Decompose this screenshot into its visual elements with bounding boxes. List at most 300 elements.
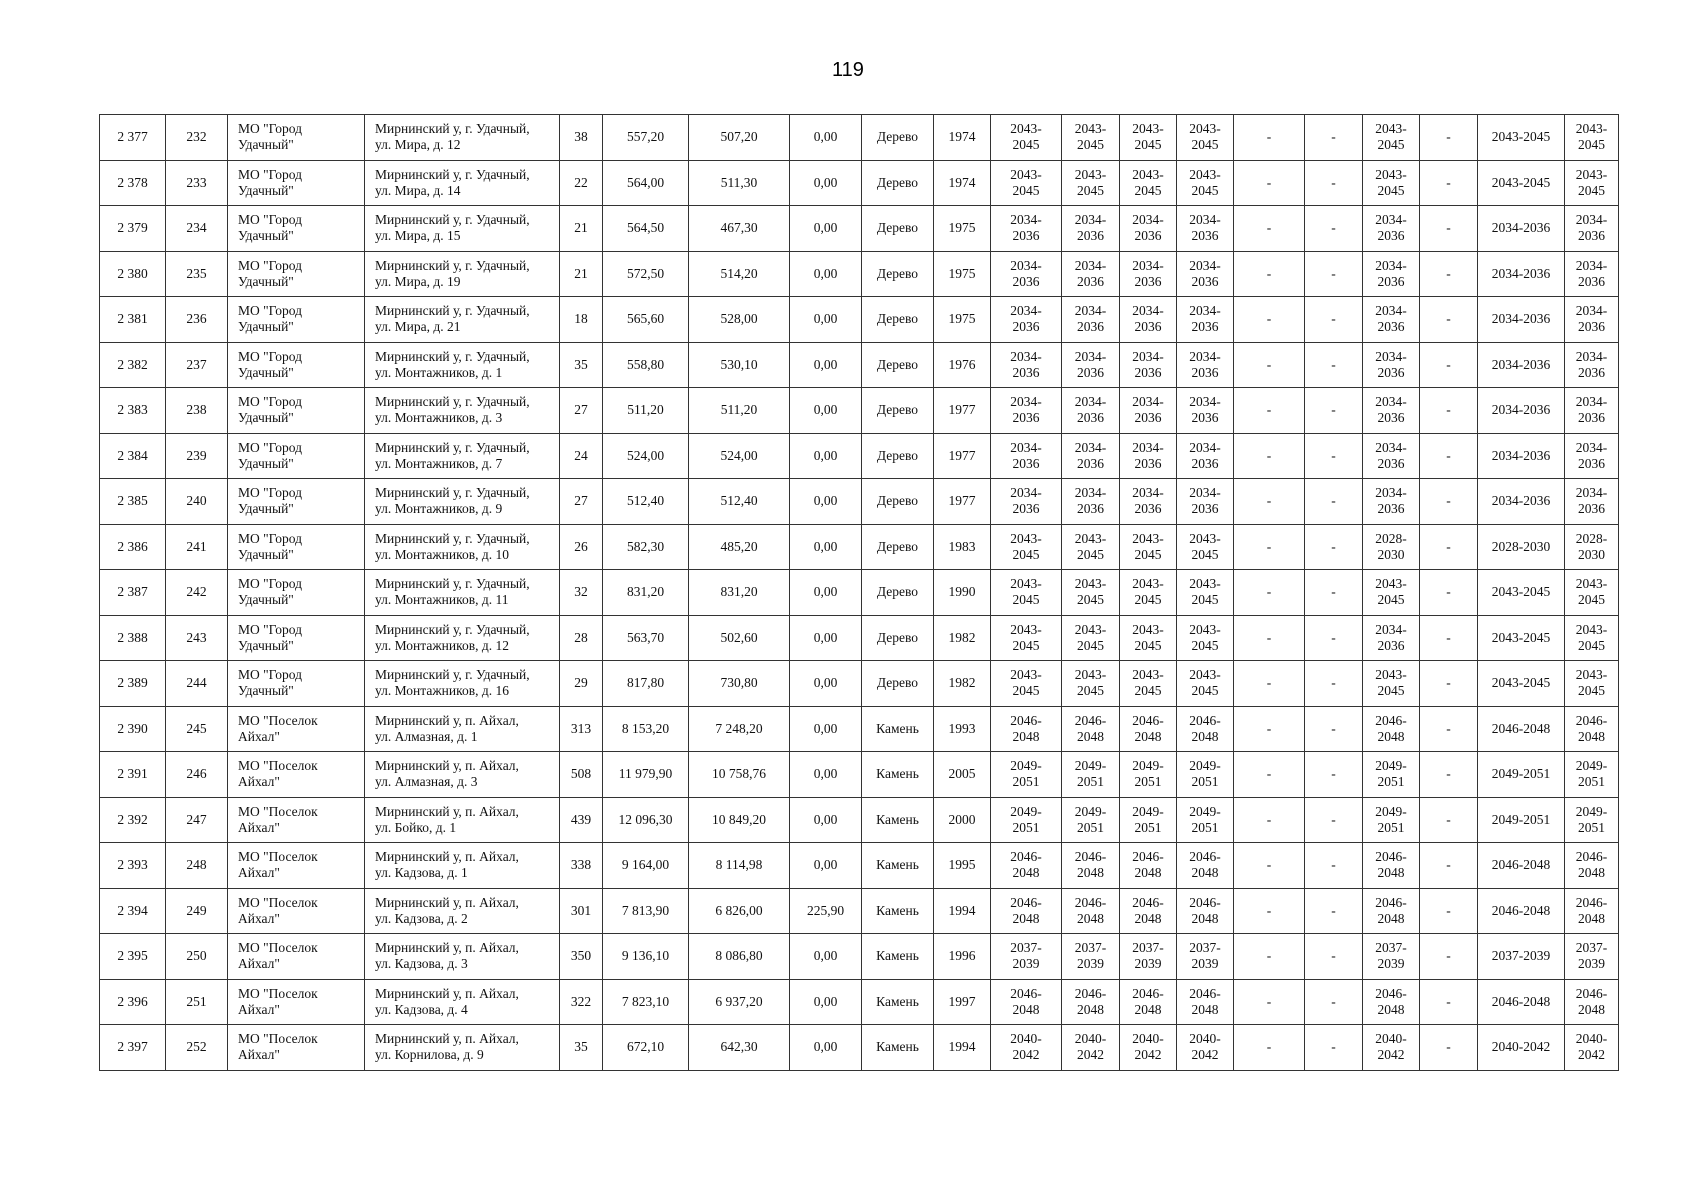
wall-material-cell: Дерево: [862, 206, 934, 252]
table-row: [100, 160, 1619, 206]
period-cell: [1062, 1025, 1120, 1071]
cell-line: 2039: [1077, 956, 1104, 972]
residential-area-cell: 6 937,20: [689, 979, 790, 1025]
dash-cell: -: [1420, 706, 1478, 752]
cell-line: 2040-: [1189, 1031, 1221, 1047]
cell-line: 2036: [1191, 228, 1219, 244]
period-cell: [1363, 251, 1420, 297]
period-cell: [1120, 661, 1177, 707]
cell-line: 2043-: [1575, 621, 1608, 637]
cell-line: 2036: [1191, 501, 1219, 517]
cell-line: 2039: [1377, 956, 1405, 972]
cell-line: Мирнинский у, п. Айхал,: [375, 803, 519, 819]
cell-line: Удачный": [238, 228, 294, 244]
cell-line: 2048: [1578, 910, 1605, 926]
build-year-cell: 1983: [934, 524, 991, 570]
build-year-cell: 1994: [934, 888, 991, 934]
residents-cell: 27: [560, 388, 603, 434]
cell-line: 2034-: [1132, 257, 1164, 273]
table-row: [100, 115, 1619, 161]
cell-line: ул. Монтажников, д. 3: [375, 410, 503, 426]
address-cell: [365, 433, 560, 479]
cell-line: ул. Монтажников, д. 9: [375, 501, 503, 517]
address-cell: [365, 206, 560, 252]
address-cell: [365, 479, 560, 525]
period-cell: [1363, 206, 1420, 252]
cell-line: 2036: [1012, 228, 1040, 244]
cell-line: 2048: [1077, 910, 1104, 926]
cell-line: МО "Город: [238, 621, 302, 637]
cell-line: 2049-: [1132, 758, 1164, 774]
cell-line: 2043-: [1375, 576, 1407, 592]
cell-line: 2043-: [1074, 121, 1107, 137]
wall-material-cell: Дерево: [862, 661, 934, 707]
municipality-cell: [228, 661, 365, 707]
cell-line: 2048: [1134, 910, 1162, 926]
municipality-cell: [228, 388, 365, 434]
period-cell: [1363, 115, 1420, 161]
cell-line: Удачный": [238, 546, 294, 562]
dash-cell: -: [1234, 342, 1305, 388]
cell-line: 2034-: [1575, 439, 1608, 455]
cell-line: 2046-: [1010, 985, 1042, 1001]
cell-line: 2036: [1077, 319, 1104, 335]
nonresidential-area-cell: 0,00: [790, 843, 862, 889]
period-cell: [1565, 115, 1619, 161]
cell-line: МО "Город: [238, 348, 302, 364]
dash-cell: -: [1420, 433, 1478, 479]
period-cell: [1177, 706, 1234, 752]
period-cell: [1120, 797, 1177, 843]
cell-line: 2048: [1578, 865, 1605, 881]
cell-line: 2049-: [1375, 758, 1407, 774]
cell-line: 2046-: [1010, 894, 1042, 910]
dash-cell: -: [1420, 297, 1478, 343]
total-area-cell: 12 096,30: [603, 797, 689, 843]
period-cell: [991, 570, 1062, 616]
sub-number-cell: 243: [166, 615, 228, 661]
period-cell: [1177, 524, 1234, 570]
table-row: [100, 843, 1619, 889]
cell-line: 2045: [1191, 546, 1219, 562]
cell-line: 2034-: [1010, 303, 1042, 319]
period-cell: [1120, 433, 1177, 479]
dash-cell: -: [1234, 433, 1305, 479]
cell-line: 2045: [1012, 637, 1040, 653]
cell-line: 2048: [1012, 1001, 1040, 1017]
sub-number-cell: 234: [166, 206, 228, 252]
cell-line: 2043-: [1189, 621, 1221, 637]
cell-line: МО "Город: [238, 576, 302, 592]
cell-line: ул. Мира, д. 21: [375, 319, 461, 335]
period-range-cell: 2043-2045: [1478, 570, 1565, 616]
sub-number-cell: 250: [166, 934, 228, 980]
cell-line: 2043-: [1375, 166, 1407, 182]
cell-line: Мирнинский у, г. Удачный,: [375, 621, 530, 637]
sub-number-cell: 248: [166, 843, 228, 889]
period-cell: [1363, 1025, 1420, 1071]
residential-area-cell: 530,10: [689, 342, 790, 388]
cell-line: 2046-: [1132, 712, 1164, 728]
cell-line: 2046-: [1132, 849, 1164, 865]
nonresidential-area-cell: 0,00: [790, 206, 862, 252]
cell-line: 2045: [1377, 137, 1405, 153]
period-cell: [1177, 388, 1234, 434]
housing-register-table: [99, 114, 1619, 1071]
dash-cell: -: [1305, 797, 1363, 843]
nonresidential-area-cell: 0,00: [790, 797, 862, 843]
cell-line: МО "Поселок: [238, 803, 318, 819]
cell-line: 2034-: [1132, 485, 1164, 501]
dash-cell: -: [1420, 570, 1478, 616]
record-number-cell: 2 377: [100, 115, 166, 161]
cell-line: МО "Город: [238, 166, 302, 182]
cell-line: 2036: [1134, 319, 1162, 335]
cell-line: 2051: [1012, 819, 1040, 835]
period-cell: [1120, 160, 1177, 206]
cell-line: 2049-: [1074, 803, 1107, 819]
cell-line: 2045: [1377, 592, 1405, 608]
total-area-cell: 563,70: [603, 615, 689, 661]
cell-line: 2034-: [1375, 485, 1407, 501]
cell-line: 2040-: [1575, 1031, 1608, 1047]
address-cell: [365, 797, 560, 843]
period-cell: [991, 388, 1062, 434]
cell-line: 2045: [1134, 546, 1162, 562]
municipality-cell: [228, 752, 365, 798]
cell-line: 2046-: [1375, 712, 1407, 728]
cell-line: 2034-: [1074, 394, 1107, 410]
municipality-cell: [228, 251, 365, 297]
cell-line: 2051: [1191, 774, 1219, 790]
dash-cell: -: [1420, 342, 1478, 388]
cell-line: 2048: [1012, 865, 1040, 881]
cell-line: 2045: [1077, 637, 1104, 653]
period-cell: [1565, 433, 1619, 479]
nonresidential-area-cell: 0,00: [790, 388, 862, 434]
cell-line: 2036: [1377, 273, 1405, 289]
cell-line: 2051: [1191, 819, 1219, 835]
cell-line: Мирнинский у, г. Удачный,: [375, 439, 530, 455]
cell-line: 2046-: [1132, 985, 1164, 1001]
cell-line: Удачный": [238, 182, 294, 198]
total-area-cell: 565,60: [603, 297, 689, 343]
cell-line: 2046-: [1074, 849, 1107, 865]
period-cell: [1177, 251, 1234, 297]
cell-line: 2051: [1578, 819, 1605, 835]
cell-line: 2045: [1578, 137, 1605, 153]
period-cell: [1120, 115, 1177, 161]
record-number-cell: 2 392: [100, 797, 166, 843]
cell-line: 2046-: [1132, 894, 1164, 910]
total-area-cell: 512,40: [603, 479, 689, 525]
record-number-cell: 2 384: [100, 433, 166, 479]
sub-number-cell: 245: [166, 706, 228, 752]
build-year-cell: 1975: [934, 251, 991, 297]
period-cell: [1062, 706, 1120, 752]
address-cell: [365, 570, 560, 616]
wall-material-cell: Дерево: [862, 342, 934, 388]
cell-line: 2036: [1578, 410, 1605, 426]
cell-line: МО "Город: [238, 212, 302, 228]
cell-line: 2043-: [1010, 621, 1042, 637]
dash-cell: -: [1234, 160, 1305, 206]
period-cell: [1062, 524, 1120, 570]
cell-line: 2043-: [1132, 121, 1164, 137]
sub-number-cell: 237: [166, 342, 228, 388]
cell-line: 2034-: [1010, 485, 1042, 501]
dash-cell: -: [1305, 342, 1363, 388]
cell-line: 2036: [1012, 364, 1040, 380]
cell-line: Мирнинский у, п. Айхал,: [375, 985, 519, 1001]
cell-line: 2045: [1191, 137, 1219, 153]
nonresidential-area-cell: 0,00: [790, 297, 862, 343]
cell-line: Удачный": [238, 319, 294, 335]
period-cell: [1177, 206, 1234, 252]
period-cell: [991, 433, 1062, 479]
period-cell: [1177, 752, 1234, 798]
period-cell: [1363, 797, 1420, 843]
sub-number-cell: 240: [166, 479, 228, 525]
period-range-cell: 2034-2036: [1478, 206, 1565, 252]
cell-line: 2034-: [1189, 394, 1221, 410]
address-cell: [365, 706, 560, 752]
address-cell: [365, 251, 560, 297]
cell-line: Мирнинский у, п. Айхал,: [375, 758, 519, 774]
nonresidential-area-cell: 0,00: [790, 1025, 862, 1071]
municipality-cell: [228, 160, 365, 206]
period-range-cell: 2043-2045: [1478, 615, 1565, 661]
dash-cell: -: [1305, 524, 1363, 570]
period-cell: [1363, 979, 1420, 1025]
cell-line: 2034-: [1010, 439, 1042, 455]
dash-cell: -: [1234, 615, 1305, 661]
period-range-cell: 2046-2048: [1478, 979, 1565, 1025]
total-area-cell: 7 823,10: [603, 979, 689, 1025]
cell-line: 2045: [1134, 137, 1162, 153]
cell-line: 2048: [1377, 865, 1405, 881]
nonresidential-area-cell: 0,00: [790, 570, 862, 616]
cell-line: 2048: [1578, 1001, 1605, 1017]
cell-line: Мирнинский у, г. Удачный,: [375, 485, 530, 501]
municipality-cell: [228, 934, 365, 980]
build-year-cell: 1974: [934, 160, 991, 206]
cell-line: 2043-: [1375, 121, 1407, 137]
residents-cell: 350: [560, 934, 603, 980]
period-cell: [1177, 297, 1234, 343]
period-range-cell: 2034-2036: [1478, 433, 1565, 479]
cell-line: Мирнинский у, п. Айхал,: [375, 940, 519, 956]
nonresidential-area-cell: 0,00: [790, 934, 862, 980]
nonresidential-area-cell: 0,00: [790, 251, 862, 297]
cell-line: Удачный": [238, 592, 294, 608]
cell-line: 2043-: [1010, 667, 1042, 683]
cell-line: 2042: [1077, 1047, 1104, 1063]
address-cell: [365, 1025, 560, 1071]
municipality-cell: [228, 706, 365, 752]
table-row: [100, 206, 1619, 252]
residential-area-cell: 8 086,80: [689, 934, 790, 980]
table-row: [100, 979, 1619, 1025]
period-range-cell: 2034-2036: [1478, 342, 1565, 388]
dash-cell: -: [1234, 206, 1305, 252]
cell-line: ул. Мира, д. 14: [375, 182, 461, 198]
residential-area-cell: 467,30: [689, 206, 790, 252]
cell-line: 2049-: [1575, 803, 1608, 819]
cell-line: МО "Город: [238, 485, 302, 501]
period-range-cell: 2043-2045: [1478, 115, 1565, 161]
cell-line: 2043-: [1189, 121, 1221, 137]
sub-number-cell: 247: [166, 797, 228, 843]
dash-cell: -: [1234, 297, 1305, 343]
cell-line: 2045: [1134, 637, 1162, 653]
residents-cell: 24: [560, 433, 603, 479]
address-cell: [365, 934, 560, 980]
residents-cell: 313: [560, 706, 603, 752]
cell-line: Мирнинский у, г. Удачный,: [375, 121, 530, 137]
period-cell: [991, 297, 1062, 343]
cell-line: Мирнинский у, п. Айхал,: [375, 894, 519, 910]
cell-line: Айхал": [238, 865, 280, 881]
cell-line: 2034-: [1132, 212, 1164, 228]
residential-area-cell: 511,20: [689, 388, 790, 434]
period-cell: [1565, 615, 1619, 661]
residents-cell: 21: [560, 251, 603, 297]
cell-line: 2051: [1377, 819, 1405, 835]
cell-line: 2037-: [1132, 940, 1164, 956]
cell-line: 2040-: [1074, 1031, 1107, 1047]
cell-line: ул. Монтажников, д. 1: [375, 364, 503, 380]
address-cell: [365, 342, 560, 388]
cell-line: 2036: [1012, 273, 1040, 289]
period-cell: [1062, 661, 1120, 707]
period-cell: [1363, 297, 1420, 343]
cell-line: 2043-: [1189, 576, 1221, 592]
residents-cell: 21: [560, 206, 603, 252]
dash-cell: -: [1305, 934, 1363, 980]
cell-line: 2030: [1377, 546, 1405, 562]
cell-line: ул. Монтажников, д. 16: [375, 683, 509, 699]
residents-cell: 32: [560, 570, 603, 616]
table-row: [100, 388, 1619, 434]
dash-cell: -: [1420, 479, 1478, 525]
cell-line: 2048: [1077, 1001, 1104, 1017]
nonresidential-area-cell: 0,00: [790, 479, 862, 525]
record-number-cell: 2 388: [100, 615, 166, 661]
period-cell: [991, 797, 1062, 843]
wall-material-cell: Камень: [862, 843, 934, 889]
period-cell: [1062, 342, 1120, 388]
municipality-cell: [228, 297, 365, 343]
period-cell: [1565, 251, 1619, 297]
period-cell: [1120, 888, 1177, 934]
dash-cell: -: [1305, 888, 1363, 934]
cell-line: 2036: [1377, 364, 1405, 380]
residents-cell: 18: [560, 297, 603, 343]
period-cell: [991, 706, 1062, 752]
residents-cell: 38: [560, 115, 603, 161]
cell-line: 2036: [1191, 273, 1219, 289]
dash-cell: -: [1305, 388, 1363, 434]
cell-line: МО "Город: [238, 303, 302, 319]
table-row: [100, 752, 1619, 798]
dash-cell: -: [1420, 888, 1478, 934]
dash-cell: -: [1305, 570, 1363, 616]
cell-line: Мирнинский у, г. Удачный,: [375, 303, 530, 319]
total-area-cell: 7 813,90: [603, 888, 689, 934]
sub-number-cell: 235: [166, 251, 228, 297]
dash-cell: -: [1234, 979, 1305, 1025]
dash-cell: -: [1234, 524, 1305, 570]
dash-cell: -: [1234, 479, 1305, 525]
cell-line: 2039: [1191, 956, 1219, 972]
cell-line: 2046-: [1010, 712, 1042, 728]
dash-cell: -: [1305, 479, 1363, 525]
period-cell: [1062, 934, 1120, 980]
cell-line: ул. Монтажников, д. 10: [375, 546, 509, 562]
cell-line: 2045: [1077, 546, 1104, 562]
period-cell: [991, 888, 1062, 934]
cell-line: Айхал": [238, 728, 280, 744]
cell-line: ул. Бойко, д. 1: [375, 819, 457, 835]
period-cell: [991, 479, 1062, 525]
cell-line: 2034-: [1189, 485, 1221, 501]
wall-material-cell: Камень: [862, 934, 934, 980]
sub-number-cell: 238: [166, 388, 228, 434]
cell-line: 2045: [1578, 637, 1605, 653]
wall-material-cell: Дерево: [862, 479, 934, 525]
period-cell: [1363, 524, 1420, 570]
cell-line: 2048: [1134, 728, 1162, 744]
wall-material-cell: Камень: [862, 888, 934, 934]
cell-line: 2039: [1578, 956, 1605, 972]
cell-line: 2043-: [1074, 530, 1107, 546]
period-cell: [1120, 342, 1177, 388]
cell-line: 2037-: [1375, 940, 1407, 956]
cell-line: 2036: [1012, 410, 1040, 426]
residential-area-cell: 8 114,98: [689, 843, 790, 889]
cell-line: 2036: [1191, 364, 1219, 380]
dash-cell: -: [1305, 661, 1363, 707]
period-range-cell: 2037-2039: [1478, 934, 1565, 980]
dash-cell: -: [1420, 524, 1478, 570]
cell-line: 2034-: [1132, 303, 1164, 319]
municipality-cell: [228, 1025, 365, 1071]
dash-cell: -: [1234, 388, 1305, 434]
sub-number-cell: 252: [166, 1025, 228, 1071]
dash-cell: -: [1305, 206, 1363, 252]
period-cell: [1565, 888, 1619, 934]
cell-line: 2051: [1077, 819, 1104, 835]
cell-line: ул. Кадзова, д. 4: [375, 1001, 468, 1017]
cell-line: 2036: [1377, 637, 1405, 653]
period-cell: [1565, 297, 1619, 343]
record-number-cell: 2 390: [100, 706, 166, 752]
cell-line: МО "Город: [238, 121, 302, 137]
cell-line: Удачный": [238, 273, 294, 289]
build-year-cell: 1990: [934, 570, 991, 616]
cell-line: МО "Город: [238, 439, 302, 455]
period-cell: [1565, 160, 1619, 206]
period-range-cell: 2034-2036: [1478, 251, 1565, 297]
period-cell: [1120, 388, 1177, 434]
build-year-cell: 2005: [934, 752, 991, 798]
sub-number-cell: 251: [166, 979, 228, 1025]
nonresidential-area-cell: 225,90: [790, 888, 862, 934]
cell-line: 2036: [1578, 228, 1605, 244]
cell-line: 2037-: [1189, 940, 1221, 956]
total-area-cell: 672,10: [603, 1025, 689, 1071]
